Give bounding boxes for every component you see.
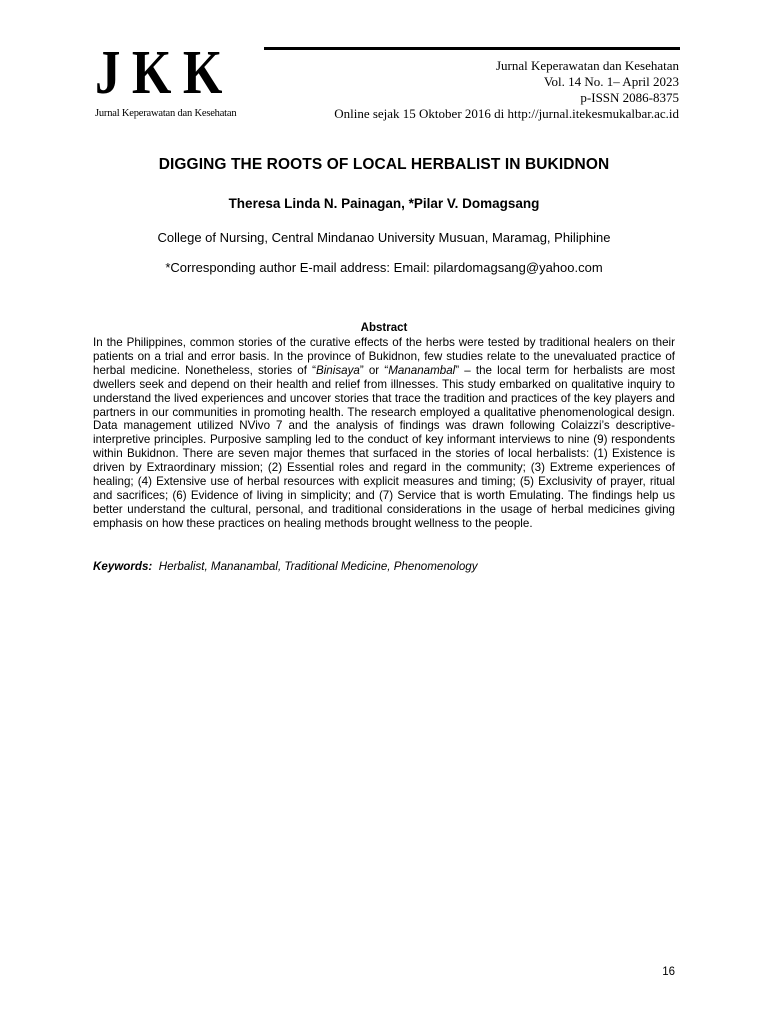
abstract-term-mananambal: Mananambal (388, 363, 456, 377)
author-affiliation: College of Nursing, Central Mindanao University Musuan, Maramag, Philiphine (157, 230, 611, 245)
keywords-text: Herbalist, Mananambal, Traditional Medicine, Phenomenology (158, 560, 478, 573)
keywords (93, 560, 675, 573)
header-rule (264, 47, 680, 50)
abstract-heading: Abstract (360, 322, 408, 334)
journal-online: Online sejak 15 Oktober 2016 di http://jurnal.itekesmukalbar.ac.id (334, 106, 679, 121)
corresponding-author: *Corresponding author E-mail address: Email: pilardomagsang@yahoo.com (165, 260, 603, 275)
journal-info (334, 58, 679, 122)
journal-volume: Vol. 14 No. 1– April 2023 (543, 74, 679, 89)
logo-letters: JKK (95, 39, 234, 107)
logo-subtitle: Jurnal Keperawatan dan Kesehatan (95, 108, 237, 119)
journal-name: Jurnal Keperawatan dan Kesehatan (496, 58, 679, 73)
abstract-text-3: ” – the local term for herbalists are most dwellers seek and depend on their health and relief from illnesses. This study embarked on qualitative inquiry to understand the lived experiences and uncover stories that trace the tradition and practices of the key players and partners in our communities in promoting health. The research employed a qualitative phenomenological design. Data management utilized NVivo 7 and the analysis of findings was drawn following Colaizzi’s descriptive-interpretive principles. Purposive sampling led to the conduct of key informant interviews to nine (9) respondents within Bukidnon. There are seven major themes that surfaced in the stories of local herbalists: (1) Existence is driven by Extraordinary mission; (2) Essential roles and regard in the community; (3) Extreme experiences of healing; (4) Extensive use of herbal resources with explicit measures and timing; (5) Exclusivity of prayer, ritual and sacrifices; (6) Evidence of living in simplicity; and (7) Service that is worth Emulating. The findings help us better understand the cultural, personal, and traditional considerations in the usage of herbal medicines giving emphasis on how these practices on healing methods brought wellness to the people. (93, 363, 675, 530)
paper-title: DIGGING THE ROOTS OF LOCAL HERBALIST IN BUKIDNON (158, 156, 610, 173)
journal-logo (95, 39, 264, 119)
paper-authors: Theresa Linda N. Painagan, *Pilar V. Domagsang (228, 196, 540, 211)
abstract-text-1: In the Philippines, common stories of the curative effects of the herbs were tested by traditional healers on their patients on a trial and error basis. In the province of Bukidnon, few studies relate to the unevaluated practice of herbal medicine. Nonetheless, stories of “ (93, 336, 675, 377)
journal-issn: p-ISSN 2086-8375 (580, 90, 679, 105)
keywords-label: Keywords: (93, 560, 153, 573)
abstract-body (93, 336, 675, 531)
page-number: 16 (662, 966, 675, 978)
abstract-text-2: ” or “ (359, 363, 389, 377)
abstract-term-binisaya: Binisaya (316, 363, 360, 377)
